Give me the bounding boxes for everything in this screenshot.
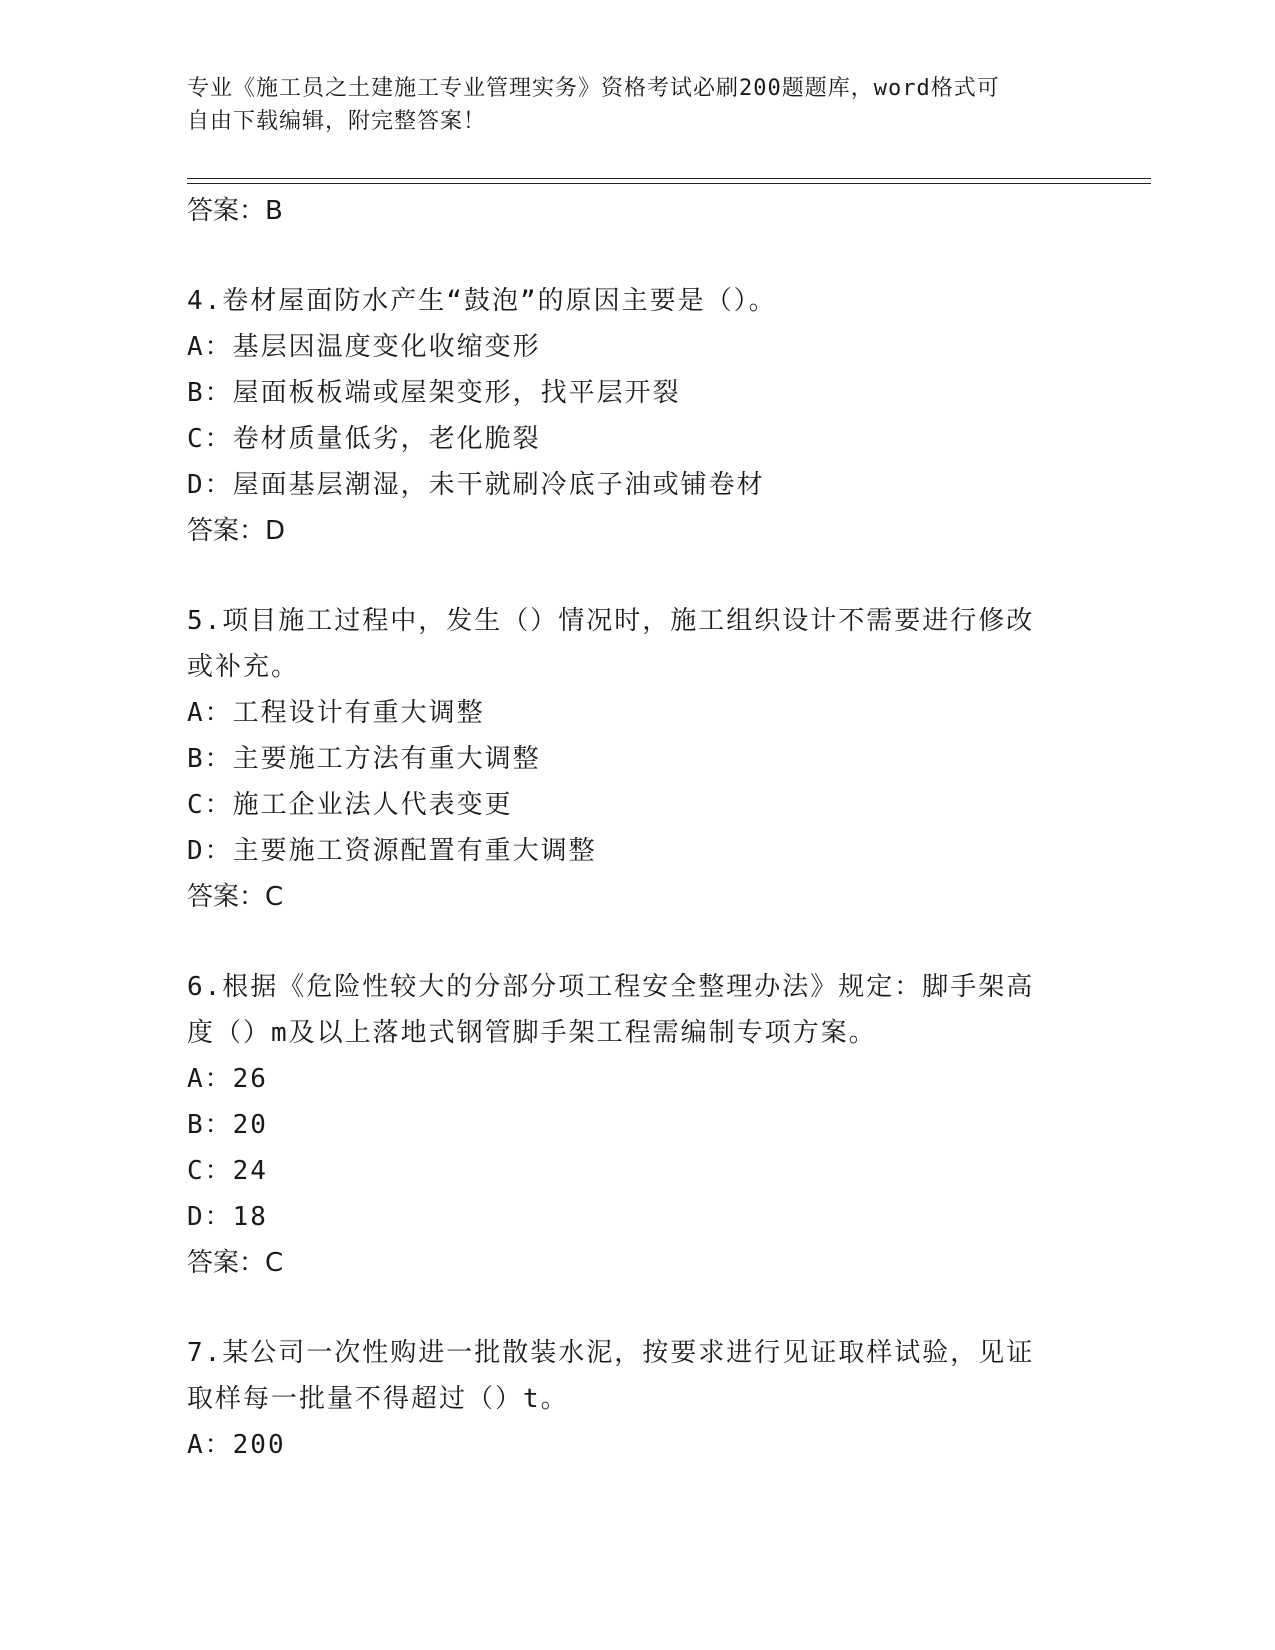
answer-line: 答案：B bbox=[187, 196, 283, 226]
question-item bbox=[187, 964, 1067, 1286]
option-b: B：屋面板板端或屋架变形，找平层开裂 bbox=[187, 378, 681, 408]
option-c: C：卷材质量低劣，老化脆裂 bbox=[187, 424, 541, 454]
header-line-1: 专业《施工员之土建施工专业管理实务》资格考试必刷200题题库，word格式可 bbox=[187, 76, 1000, 101]
answer-line: 答案：C bbox=[187, 1248, 284, 1278]
option-b: B：主要施工方法有重大调整 bbox=[187, 744, 541, 774]
document-header bbox=[187, 72, 1067, 138]
spacer bbox=[187, 554, 1067, 598]
question-stem: 4.卷材屋面防水产生“鼓泡”的原因主要是（）。 bbox=[187, 286, 777, 316]
header-divider-bottom bbox=[187, 183, 1151, 184]
header-divider-top bbox=[187, 178, 1151, 179]
option-c: C：施工企业法人代表变更 bbox=[187, 790, 513, 820]
question-item bbox=[187, 278, 1067, 554]
spacer bbox=[187, 1286, 1067, 1330]
option-a: A：200 bbox=[187, 1430, 286, 1460]
answer-line: 答案：C bbox=[187, 882, 284, 912]
spacer bbox=[187, 920, 1067, 964]
header-line-2: 自由下载编辑，附完整答案！ bbox=[187, 109, 487, 134]
option-d: D：主要施工资源配置有重大调整 bbox=[187, 836, 597, 866]
question-stem-continued: 度（）m及以上落地式钢管脚手架工程需编制专项方案。 bbox=[187, 1018, 877, 1048]
option-d: D：屋面基层潮湿，未干就刷冷底子油或铺卷材 bbox=[187, 470, 765, 500]
answer-line: 答案：D bbox=[187, 516, 286, 546]
question-item bbox=[187, 598, 1067, 920]
question-stem-continued: 取样每一批量不得超过（）t。 bbox=[187, 1384, 569, 1414]
question-stem-continued: 或补充。 bbox=[187, 652, 300, 682]
question-list bbox=[187, 188, 1067, 1468]
option-d: D：18 bbox=[187, 1202, 268, 1232]
option-b: B：20 bbox=[187, 1110, 268, 1140]
question-stem: 7.某公司一次性购进一批散装水泥，按要求进行见证取样试验，见证 bbox=[187, 1338, 1035, 1368]
question-stem: 5.项目施工过程中，发生（）情况时，施工组织设计不需要进行修改 bbox=[187, 606, 1035, 636]
option-a: A：26 bbox=[187, 1064, 268, 1094]
spacer bbox=[187, 234, 1067, 278]
question-item bbox=[187, 1330, 1067, 1468]
option-c: C：24 bbox=[187, 1156, 268, 1186]
question-stem: 6.根据《危险性较大的分部分项工程安全整理办法》规定：脚手架高 bbox=[187, 972, 1035, 1002]
option-a: A：基层因温度变化收缩变形 bbox=[187, 332, 541, 362]
option-a: A：工程设计有重大调整 bbox=[187, 698, 485, 728]
